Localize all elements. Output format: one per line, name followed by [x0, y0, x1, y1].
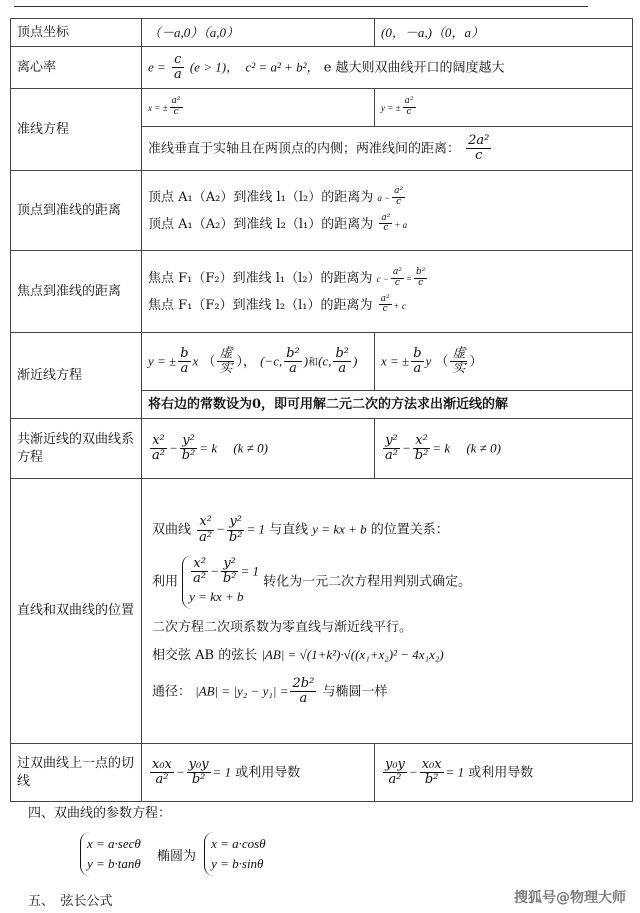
- directrix-note: 准线垂直于实轴且在两顶点的内侧；两准线间的距离：: [148, 141, 461, 156]
- section4-equations: [80, 832, 266, 876]
- lp-l5a: 通径：: [152, 684, 192, 700]
- label-directrix: 准线方程: [11, 89, 142, 171]
- lp-l2b: 转化为一元二次方程用判别式确定。: [263, 574, 472, 590]
- focus-directrix-line1: 焦点 F₁（F₂）到准线 l₁（l₂）的距离为: [148, 270, 373, 286]
- row-tangent: [11, 744, 633, 802]
- row-eccentricity: [11, 47, 633, 89]
- lp-l1c: 与直线: [269, 522, 309, 538]
- lp-l5c: 与椭圆一样: [322, 684, 388, 700]
- lp-l4a: 相交弦 AB 的弦长: [152, 648, 258, 664]
- tangent-right: $\frac{\text{y₀y}}{\text{a²}}$ − $\frac{\text{x₀x}}{\text{b²}}$ = 1 或利用导数: [375, 744, 633, 802]
- common-asymptote-right: $\frac{\text{y²}}{\text{a²}}$ − $\frac{\text{x²}}{\text{b²}}$ = k (k ≠ 0): [375, 419, 633, 479]
- label-tangent: 过双曲线上一点的切线: [11, 744, 142, 802]
- section4-title: 四、双曲线的参数方程：: [28, 806, 172, 821]
- watermark: 搜狐号@物理大师: [514, 890, 626, 906]
- row-directrix-a: [11, 89, 633, 127]
- param-h2: y = b·tanθ: [87, 856, 141, 872]
- label-asymptote: 渐近线方程: [11, 333, 142, 419]
- lp-l1d: y = kx + b: [312, 521, 367, 537]
- asymptote-left: y = ± $\frac{b}{a}$ x （ $\frac{\text{虚}}{\text{实}}$ ）， (−c, $\frac{\text{b²}}{a}$ )和(c, $\frac{\text{b²}}{a}$ ): [142, 333, 375, 391]
- lp-l3: 二次方程二次项系数为零直线与渐近线平行。: [152, 619, 413, 635]
- row-vertex: [11, 19, 633, 47]
- label-focus-directrix: 焦点到准线的距离: [11, 251, 142, 333]
- row-asymptote-a: [11, 333, 633, 391]
- param-e1: x = a·cosθ: [211, 836, 266, 851]
- label-vertex: 顶点坐标: [11, 19, 142, 47]
- hyperbola-properties-table: [10, 18, 633, 802]
- tangent-left: $\frac{\text{x₀x}}{\text{a²}}$ − $\frac{\text{y₀y}}{\text{b²}}$ = 1 或利用导数: [142, 744, 375, 802]
- lp-l4b: |AB| = √(1+k²)·√((x₁+x₂)² − 4x₁x₂): [261, 647, 444, 663]
- row-common-asymptote: [11, 419, 633, 479]
- directrix-right: y = ± $\frac{\text{a²}}{c}$: [375, 89, 633, 127]
- lp-l2a: 利用: [152, 574, 179, 590]
- vertex-directrix-line1: 顶点 A₁（A₂）到准线 l₁（l₂）的距离为: [148, 189, 374, 205]
- lp-system: $\frac{\text{x²}}{\text{a²}}$ − $\frac{\text{y²}}{\text{b²}}$ = 1 y = kx + b: [182, 555, 259, 609]
- asymptote-note: 将右边的常数设为0，即可用解二元二次的方法求出渐近线的解: [142, 391, 633, 419]
- lp-l1e: 的位置关系：: [370, 522, 449, 538]
- tangent-right-suffix: 或利用导数: [468, 765, 534, 780]
- asymptote-and: 和: [308, 357, 319, 368]
- param-e2: y = b·sinθ: [211, 856, 264, 872]
- top-rule: [14, 6, 588, 7]
- common-asymptote-left: $\frac{\text{x²}}{\text{a²}}$ − $\frac{\text{y²}}{\text{b²}}$ = k (k ≠ 0): [142, 419, 375, 479]
- label-common-asymptote: 共渐近线的双曲线系方程: [11, 419, 142, 479]
- directrix-left: x = ± $\frac{\text{a²}}{c}$: [142, 89, 375, 127]
- param-ellipse: [204, 832, 266, 876]
- label-vertex-directrix: 顶点到准线的距离: [11, 171, 142, 251]
- vertex-directrix-line2: 顶点 A₁（A₂）到准线 l₂（l₁）的距离为: [148, 216, 374, 232]
- tangent-left-suffix: 或利用导数: [235, 765, 301, 780]
- lp-system-line2: y = kx + b: [189, 588, 244, 604]
- row-line-position: [11, 479, 633, 744]
- label-eccentricity: 离心率: [11, 47, 142, 89]
- vertex-left: （－a,0）（a,0）: [142, 19, 375, 47]
- focus-directrix-cell: 焦点 F₁（F₂）到准线 l₁（l₂）的距离为 c − $\frac{\text{a²}}{c}$ = $\frac{\text{b²}}{c}$ 焦点 F₁（F₂）到准线 l₂（l₁）的距离为 $\frac{\text{a²}}{c}$ + c: [142, 251, 633, 333]
- eccentricity-note: e 越大则双曲线开口的阔度越大: [323, 60, 505, 75]
- row-vertex-directrix: [11, 171, 633, 251]
- param-hyperbola: [80, 832, 141, 876]
- row-focus-directrix: [11, 251, 633, 333]
- label-line-position: 直线和双曲线的位置: [11, 479, 142, 744]
- param-h1: x = a·secθ: [87, 836, 141, 851]
- focus-directrix-line2: 焦点 F₁（F₂）到准线 l₂（l₁）的距离为: [148, 297, 373, 313]
- vertex-directrix-cell: 顶点 A₁（A₂）到准线 l₁（l₂）的距离为 a − $\frac{\text{a²}}{c}$ 顶点 A₁（A₂）到准线 l₂（l₁）的距离为 $\frac{\text{a²}}{c}$ + a: [142, 171, 633, 251]
- lp-l1a: 双曲线: [152, 522, 192, 538]
- eccentricity-cell: e = $\frac{c}{a}$ (e > 1)， c² = a² + b²， e 越大则双曲线开口的阔度越大: [142, 47, 633, 89]
- section5-title: 五、 弦长公式: [28, 894, 113, 909]
- directrix-note-cell: 准线垂直于实轴且在两顶点的内侧；两准线间的距离： $\frac{\text{2a²}}{c}$: [142, 127, 633, 171]
- line-position-cell: 双曲线 $\frac{\text{x²}}{\text{a²}}$ − $\frac{\text{y²}}{\text{b²}}$ = 1 与直线 y = kx + b 的位置关系： 利用 $\frac{\text{x²}}{\text{a²}}$ − $\frac{\text{y²}}{\text{b²}}$ = 1 y = kx + b 转化为一元二次方程用判别式确定。 二次方程二次项系数为零直线与渐近线平行。 相交弦 AB 的弦长 |AB| = √(1+k²)·√((x₁+x₂)² − 4x₁x₂) 通径： |AB| = |y₂ − y₁| = $\frac{\text{2b²}}{a}$ 与椭圆一样: [142, 479, 633, 744]
- asymptote-right: x = ± $\frac{b}{a}$ y （ $\frac{\text{虚}}{\text{实}}$ ）: [375, 333, 633, 391]
- vertex-right: (0，－a,)（0，a）: [375, 19, 633, 47]
- ellipse-label: 椭圆为: [156, 848, 196, 864]
